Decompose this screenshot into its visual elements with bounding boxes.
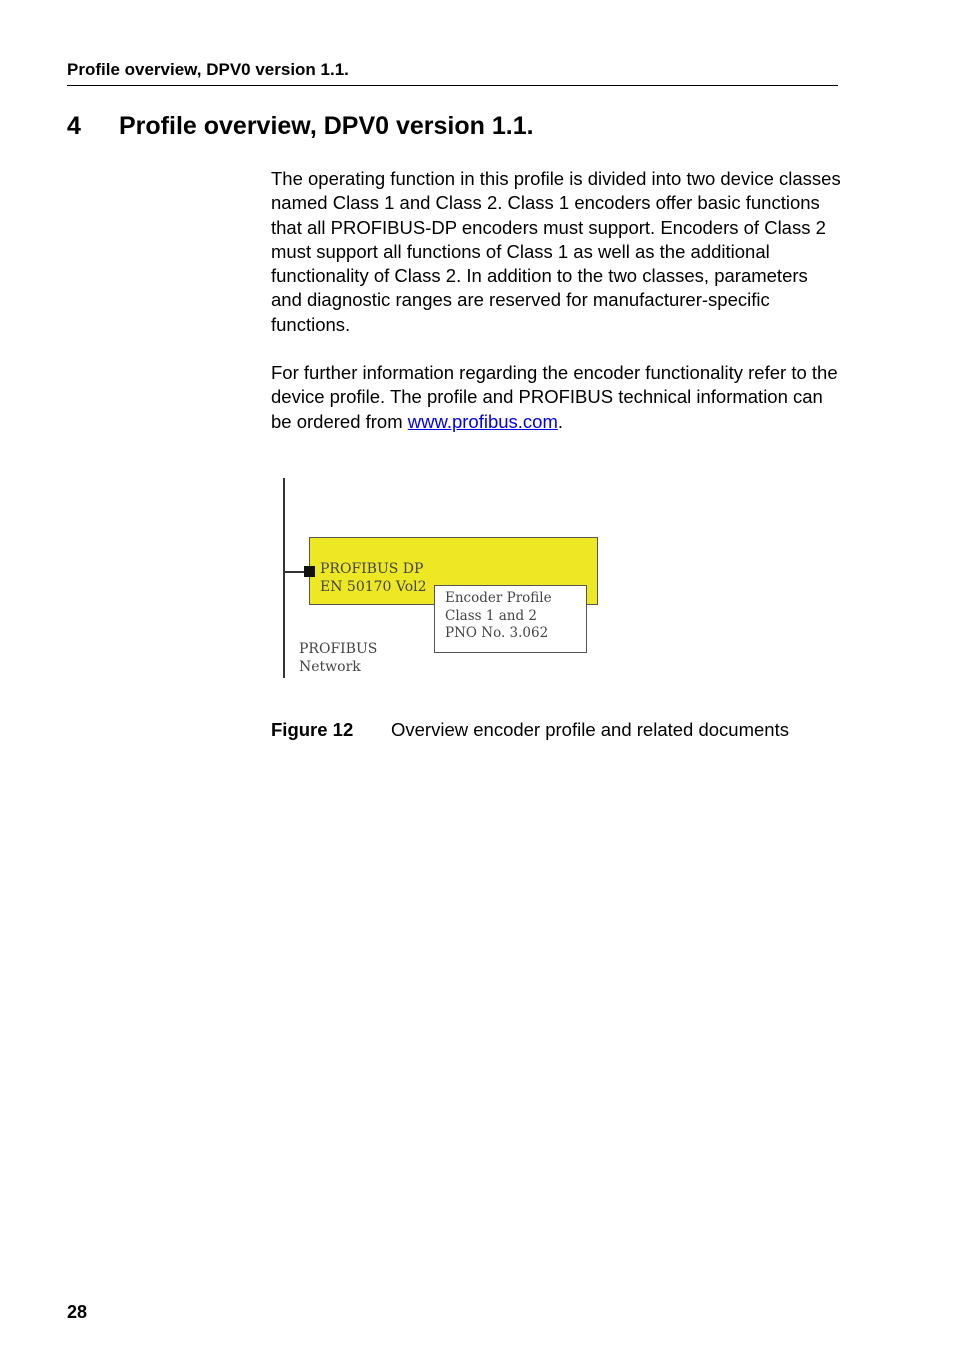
running-header bbox=[67, 58, 838, 86]
profile-overview-diagram bbox=[272, 476, 636, 682]
running-header-title: Profile overview, DPV0 version 1.1. bbox=[67, 60, 349, 79]
chapter-title: Profile overview, DPV0 version 1.1. bbox=[119, 112, 534, 140]
figure-caption-label: Figure 12 bbox=[271, 719, 354, 740]
paragraph-class-overview: The operating function in this profile is divided into two device classes named Class 1 and Class 2. Class 1 encoders offer basic functions that all PROFIBUS-DP encoders must support. Encoders of Class 2 must support all functions of Class 1 as well as the additional functionality of Class 2. In addition to the two classes, parameters and diagnostic ranges are reserved for manufacturer-specific functions. bbox=[271, 168, 841, 335]
profibus-link[interactable]: www.profibus.com bbox=[407, 410, 558, 432]
paragraph-further-information bbox=[271, 361, 843, 434]
profibus-network-label-line2: Network bbox=[299, 659, 361, 675]
profibus-network-label-line1: PROFIBUS bbox=[299, 641, 378, 657]
encoder-profile-label-line2: Class 1 and 2 bbox=[445, 607, 537, 624]
figure-caption-text: Overview encoder profile and related documents bbox=[391, 719, 789, 740]
encoder-profile-label-line3: PNO No. 3.062 bbox=[445, 625, 549, 641]
paragraph-period: . bbox=[557, 410, 564, 432]
page-number: 28 bbox=[67, 1302, 88, 1322]
profibus-network-label bbox=[299, 640, 377, 676]
chapter-number: 4 bbox=[67, 112, 81, 140]
profibus-dp-label bbox=[320, 560, 427, 596]
figure-caption bbox=[271, 717, 871, 743]
profibus-dp-label-line1: PROFIBUS DP bbox=[320, 561, 424, 577]
encoder-profile-box bbox=[434, 585, 587, 653]
encoder-profile-label bbox=[445, 590, 552, 643]
paragraph-further-information-text: For further information regarding the encoder functionality refer to the device profile. The profile and PROFIBUS technical information can be ordered from bbox=[271, 362, 838, 432]
profibus-dp-label-line2: EN 50170 Vol2 bbox=[320, 579, 427, 595]
profibus-network-line bbox=[283, 478, 285, 678]
chapter-heading bbox=[67, 108, 847, 144]
network-connector-line bbox=[284, 571, 304, 573]
encoder-profile-label-line1: Encoder Profile bbox=[445, 590, 552, 606]
network-node-marker bbox=[304, 566, 315, 577]
